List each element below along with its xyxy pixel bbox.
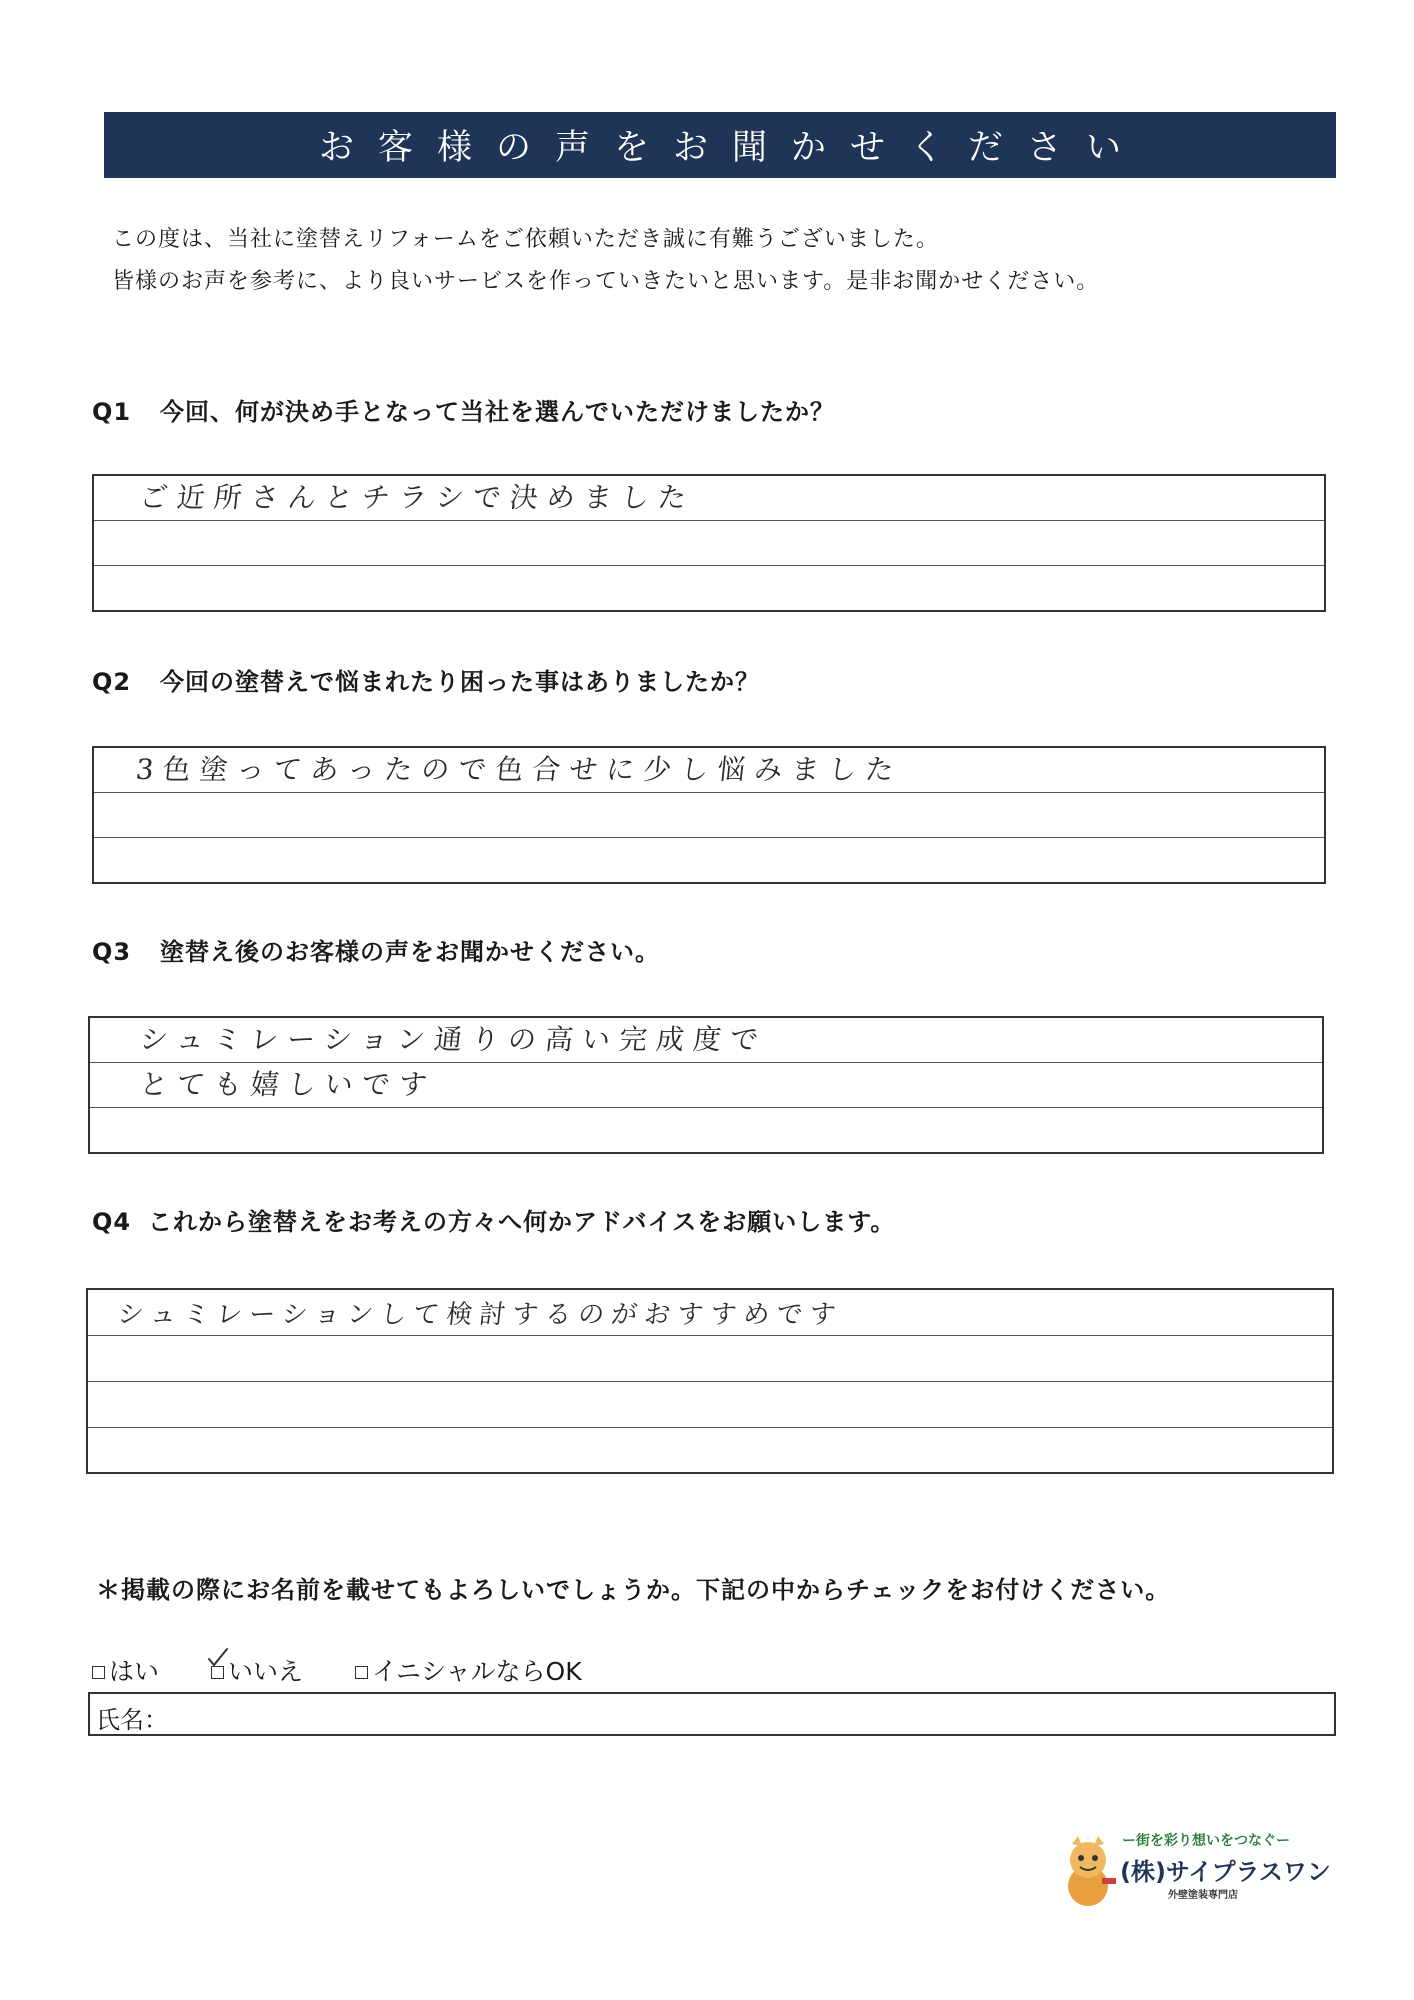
answer-line[interactable]	[88, 1336, 1332, 1382]
answer-box-3[interactable]	[88, 1016, 1324, 1154]
question-text: 今回の塗替えで悩まれたり困った事はありましたか？	[160, 668, 760, 696]
answer-box-4[interactable]	[86, 1288, 1334, 1474]
answer-line[interactable]	[90, 1108, 1322, 1152]
question-text: これから塗替えをお考えの方々へ何かアドバイスをお願いします。	[148, 1208, 896, 1236]
logo-tagline: ー街を彩り想いをつなぐー	[1122, 1833, 1290, 1849]
consent-note: ＊掲載の際にお名前を載せてもよろしいでしょうか。下記の中からチェックをお付けください。	[96, 1576, 1171, 1604]
option-label: いいえ	[228, 1657, 304, 1686]
answer-line[interactable]	[94, 793, 1324, 838]
check-mark-icon	[206, 1646, 230, 1670]
option-label: イニシャルならOK	[372, 1657, 582, 1686]
name-field[interactable]	[88, 1692, 1336, 1736]
handwritten-answer: ご近所さんとチラシで決めました	[138, 481, 697, 514]
logo-subtitle: 外壁塗装専門店	[1168, 1890, 1238, 1901]
question-text: 塗替え後のお客様の声をお聞かせください。	[160, 938, 660, 966]
checkbox-initials[interactable]	[355, 1666, 368, 1679]
title-banner	[104, 112, 1336, 178]
answer-line[interactable]	[90, 1018, 1322, 1063]
company-logo	[1058, 1826, 1331, 1916]
question-1	[92, 392, 835, 427]
answer-line[interactable]	[94, 838, 1324, 882]
option-yes[interactable]	[92, 1652, 159, 1688]
answer-line[interactable]	[88, 1382, 1332, 1428]
option-label: はい	[109, 1657, 160, 1686]
consent-options	[92, 1652, 634, 1688]
checkbox-yes[interactable]	[92, 1666, 105, 1679]
name-label: 氏名：	[96, 1706, 168, 1734]
page-title: お客様の声をお聞かせください	[318, 128, 1145, 168]
answer-line[interactable]	[88, 1428, 1332, 1472]
answer-line[interactable]	[88, 1290, 1332, 1336]
question-number: Q1	[92, 398, 132, 426]
answer-box-2[interactable]	[92, 746, 1326, 884]
question-2	[92, 662, 760, 697]
option-initials[interactable]	[355, 1652, 582, 1688]
answer-box-1[interactable]	[92, 474, 1326, 612]
question-number: Q4	[92, 1208, 132, 1236]
question-number: Q3	[92, 938, 132, 966]
logo-company-name: (株)サイプラスワン	[1120, 1858, 1331, 1886]
question-number: Q2	[92, 668, 132, 696]
question-text: 今回、何が決め手となって当社を選んでいただけましたか？	[160, 398, 835, 426]
answer-line[interactable]	[90, 1063, 1322, 1108]
question-3	[92, 932, 660, 967]
intro-line-2: 皆様のお声を参考に、より良いサービスを作っていきたいと思います。是非お聞かせください。	[112, 269, 1100, 294]
answer-line[interactable]	[94, 748, 1324, 793]
handwritten-answer: シュミレーション通りの高い完成度で	[138, 1023, 769, 1056]
handwritten-answer: 3色塗ってあったので色合せに少し悩みました	[134, 753, 905, 786]
answer-line[interactable]	[94, 521, 1324, 566]
mascot-icon	[1058, 1834, 1118, 1908]
handwritten-answer: シュミレーションして検討するのがおすすめです	[116, 1300, 845, 1330]
intro-line-1: この度は、当社に塗替えリフォームをご依頼いただき誠に有難うございました。	[112, 227, 939, 252]
handwritten-answer: とても嬉しいです	[138, 1068, 438, 1101]
answer-line[interactable]	[94, 566, 1324, 610]
question-4	[92, 1202, 895, 1237]
answer-line[interactable]	[94, 476, 1324, 521]
